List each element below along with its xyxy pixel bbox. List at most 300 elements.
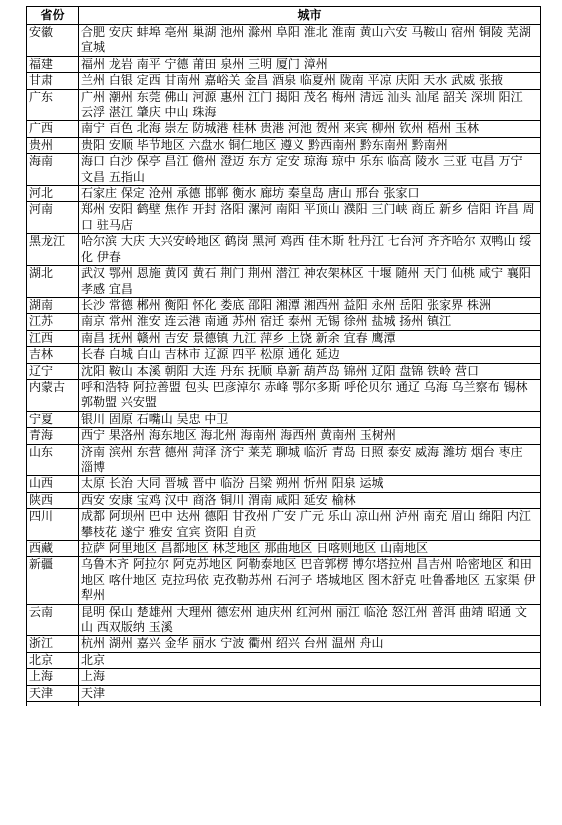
city-name: 六盘水 xyxy=(188,137,225,152)
city-name: 菏泽 xyxy=(192,444,217,459)
province-cell: 陕西 xyxy=(27,492,79,508)
city-name: 遵义 xyxy=(280,137,305,152)
city-name: 南通 xyxy=(204,314,229,329)
cities-cell xyxy=(79,685,541,701)
city-name: 南京 xyxy=(81,314,106,329)
cities-cell xyxy=(79,314,541,330)
city-name: 广安 xyxy=(272,509,297,524)
city-name: 舟山 xyxy=(359,636,384,651)
province-cell: 山东 xyxy=(27,444,79,476)
city-name: 北海 xyxy=(136,121,161,136)
city-name: 咸阳 xyxy=(275,492,300,507)
city-name: 新乡 xyxy=(439,202,464,217)
cities-cell xyxy=(79,428,541,444)
city-name: 曲靖 xyxy=(459,604,484,619)
city-name: 枣庄 xyxy=(498,444,523,459)
city-name: 塔城地区 xyxy=(316,572,365,587)
table-row xyxy=(27,702,541,707)
city-name: 梧州 xyxy=(427,121,452,136)
city-name: 毕节地区 xyxy=(136,137,185,152)
cities-cell xyxy=(79,234,541,266)
city-name: 吴忠 xyxy=(176,411,201,426)
city-name: 阿坝州 xyxy=(108,509,145,524)
city-name: 潜江 xyxy=(275,266,300,281)
city-name: 许昌 xyxy=(494,202,519,217)
city-name: 北京 xyxy=(81,652,106,667)
city-name: 株洲 xyxy=(466,297,491,312)
city-name: 安阳 xyxy=(108,202,133,217)
city-name: 榆林 xyxy=(331,492,356,507)
city-name: 邯郸 xyxy=(204,186,229,201)
city-name: 阿克苏地区 xyxy=(172,557,233,572)
city-name: 广州 xyxy=(81,89,106,104)
city-name: 台州 xyxy=(303,636,328,651)
city-name: 安康 xyxy=(108,492,133,507)
city-name: 邢台 xyxy=(355,186,380,201)
province-city-table xyxy=(26,6,541,706)
city-name: 南平 xyxy=(136,56,161,71)
city-name: 通辽 xyxy=(395,379,420,394)
city-name: 防城港 xyxy=(192,121,229,136)
province-cell: 贵州 xyxy=(27,137,79,153)
city-name: 嘉峪关 xyxy=(204,73,241,88)
city-name: 温州 xyxy=(331,636,356,651)
city-name: 伊犁州 xyxy=(81,572,536,603)
table-row xyxy=(27,476,541,492)
city-name: 贵港 xyxy=(260,121,285,136)
city-name: 娄底 xyxy=(220,297,245,312)
city-name: 普洱 xyxy=(431,604,456,619)
table-row xyxy=(27,73,541,89)
city-name: 玉溪 xyxy=(148,620,173,635)
province-cell: 四川 xyxy=(27,509,79,541)
city-name: 德阳 xyxy=(204,509,229,524)
city-name: 呼和浩特 xyxy=(81,379,130,394)
city-name: 牡丹江 xyxy=(347,234,384,249)
city-name: 唐山 xyxy=(327,186,352,201)
table-row xyxy=(27,669,541,685)
province-cell: 湖北 xyxy=(27,266,79,298)
city-name: 沧州 xyxy=(148,186,173,201)
city-name: 庆阳 xyxy=(395,73,420,88)
city-name: 巴中 xyxy=(148,509,173,524)
city-name: 绵阳 xyxy=(478,509,503,524)
city-name: 佛山 xyxy=(164,89,189,104)
city-name: 松原 xyxy=(260,347,285,362)
city-name: 张家口 xyxy=(383,186,420,201)
city-name: 马鞍山 xyxy=(411,25,448,39)
city-name: 嘉兴 xyxy=(136,636,161,651)
city-name: 滁州 xyxy=(248,25,273,39)
city-name: 山南地区 xyxy=(380,541,429,555)
city-name: 哈密地区 xyxy=(455,557,504,572)
city-name: 黄山六安 xyxy=(359,25,408,39)
cities-cell xyxy=(79,154,541,186)
city-name: 廊坊 xyxy=(260,186,285,201)
city-name: 拉萨 xyxy=(81,541,106,555)
city-name: 三明 xyxy=(248,56,273,71)
table-row xyxy=(27,266,541,298)
city-name: 铜仁地区 xyxy=(228,137,277,152)
city-name: 南宁 xyxy=(81,121,106,136)
city-name: 宿州 xyxy=(451,25,476,39)
city-name: 临沂 xyxy=(303,444,328,459)
city-name: 莆田 xyxy=(192,56,217,71)
table-row xyxy=(27,428,541,444)
city-name: 渭南 xyxy=(248,492,273,507)
city-name: 资阳 xyxy=(204,524,229,539)
province-cell: 新疆 xyxy=(27,557,79,604)
city-name: 深圳 xyxy=(470,89,495,104)
city-name: 晋中 xyxy=(192,476,217,491)
city-name: 淮安 xyxy=(136,314,161,329)
city-name: 喀什地区 xyxy=(108,572,157,587)
city-name: 秦皇岛 xyxy=(287,186,324,201)
city-name: 安庆 xyxy=(108,25,133,39)
city-name: 湛江 xyxy=(108,105,133,120)
city-name: 西安 xyxy=(81,492,106,507)
city-name: 吕梁 xyxy=(248,476,273,491)
city-name: 景德镇 xyxy=(192,330,229,345)
table-row xyxy=(27,411,541,427)
province-cell: 山西 xyxy=(27,476,79,492)
table-row xyxy=(27,330,541,346)
city-name: 蚌埠 xyxy=(136,25,161,39)
city-name: 青岛 xyxy=(331,444,356,459)
city-name: 鹤岗 xyxy=(224,234,249,249)
city-name: 盐城 xyxy=(371,314,396,329)
city-name: 自贡 xyxy=(232,524,257,539)
city-name: 吐鲁番地区 xyxy=(419,572,480,587)
city-name: 梅州 xyxy=(331,89,356,104)
city-name: 鹰潭 xyxy=(371,330,396,345)
province-cell xyxy=(27,702,79,707)
city-name: 怒江州 xyxy=(391,604,428,619)
city-name: 甘孜州 xyxy=(232,509,269,524)
city-name: 石嘴山 xyxy=(136,411,173,426)
city-name: 张掖 xyxy=(478,73,503,88)
city-name: 丹东 xyxy=(220,363,245,378)
city-name: 萍乡 xyxy=(260,330,285,345)
city-name: 衡阳 xyxy=(164,297,189,312)
city-name: 揭阳 xyxy=(275,89,300,104)
cities-cell xyxy=(79,121,541,137)
city-name: 宜昌 xyxy=(108,281,133,296)
city-name: 岳阳 xyxy=(399,297,424,312)
city-name: 上饶 xyxy=(287,330,312,345)
city-name: 丽江 xyxy=(335,604,360,619)
city-name: 平凉 xyxy=(367,73,392,88)
city-name: 黑河 xyxy=(252,234,277,249)
city-name: 南充 xyxy=(423,509,448,524)
cities-cell xyxy=(79,636,541,652)
city-name: 十堰 xyxy=(367,266,392,281)
table-row xyxy=(27,56,541,72)
province-cell: 北京 xyxy=(27,652,79,668)
city-name: 中卫 xyxy=(204,411,229,426)
city-name: 儋州 xyxy=(192,154,217,169)
city-name: 周口 xyxy=(81,202,535,232)
city-name: 通化 xyxy=(287,347,312,362)
city-name: 博尔塔拉州 xyxy=(352,557,413,572)
city-name: 清远 xyxy=(359,89,384,104)
city-name: 东营 xyxy=(136,444,161,459)
city-name: 银川 xyxy=(81,411,106,426)
city-name: 海口 xyxy=(81,154,106,169)
province-cell: 广东 xyxy=(27,89,79,121)
city-name: 汕尾 xyxy=(415,89,440,104)
province-cell: 上海 xyxy=(27,669,79,685)
city-name: 湘潭 xyxy=(275,297,300,312)
cities-column-header: 城市 xyxy=(79,7,541,25)
city-name: 忻州 xyxy=(303,476,328,491)
city-name: 黔东南州 xyxy=(359,137,408,152)
city-name: 厦门 xyxy=(275,56,300,71)
city-name: 南阳 xyxy=(275,202,300,217)
province-cell: 浙江 xyxy=(27,636,79,652)
city-name: 扬州 xyxy=(399,314,424,329)
city-name: 汉中 xyxy=(164,492,189,507)
city-name: 神农架林区 xyxy=(303,266,364,281)
city-name: 巢湖 xyxy=(192,25,217,39)
city-name: 固原 xyxy=(108,411,133,426)
city-name: 漳州 xyxy=(303,56,328,71)
city-name: 龙岩 xyxy=(108,56,133,71)
city-name: 昌吉州 xyxy=(416,557,453,572)
city-name: 南昌 xyxy=(81,330,106,345)
city-name: 双鸭山 xyxy=(479,234,516,249)
cities-cell xyxy=(79,186,541,202)
city-name: 成都 xyxy=(81,509,106,524)
city-name: 朝阳 xyxy=(164,363,189,378)
city-name: 濮阳 xyxy=(343,202,368,217)
city-name: 阿拉尔 xyxy=(132,557,169,572)
city-name: 汕头 xyxy=(387,89,412,104)
city-name: 哈尔滨 xyxy=(81,234,118,249)
table-row xyxy=(27,314,541,330)
city-name: 昌江 xyxy=(164,154,189,169)
city-name: 白城 xyxy=(108,347,133,362)
table-row xyxy=(27,636,541,652)
city-name: 长春 xyxy=(81,347,106,362)
city-name: 常德 xyxy=(108,297,133,312)
province-cell: 福建 xyxy=(27,56,79,72)
cities-cell xyxy=(79,604,541,636)
city-name: 广元 xyxy=(299,509,324,524)
table-row xyxy=(27,541,541,557)
city-name: 金昌 xyxy=(244,73,269,88)
city-name: 湖州 xyxy=(108,636,133,651)
province-cell: 内蒙古 xyxy=(27,379,79,411)
city-name: 四平 xyxy=(232,347,257,362)
city-name: 保亭 xyxy=(136,154,161,169)
table-row xyxy=(27,25,541,57)
city-name: 百色 xyxy=(108,121,133,136)
city-name: 承德 xyxy=(176,186,201,201)
city-name: 连云港 xyxy=(164,314,201,329)
city-name: 泰安 xyxy=(387,444,412,459)
province-column-header: 省份 xyxy=(27,7,79,25)
city-name: 琼海 xyxy=(303,154,328,169)
city-name: 无锡 xyxy=(315,314,340,329)
city-name: 九江 xyxy=(232,330,257,345)
city-name: 黔南州 xyxy=(411,137,448,152)
city-name: 随州 xyxy=(395,266,420,281)
city-name: 黔西南州 xyxy=(308,137,357,152)
city-name: 泰州 xyxy=(287,314,312,329)
city-name: 徐州 xyxy=(343,314,368,329)
province-cell: 湖南 xyxy=(27,297,79,313)
city-name: 葫芦岛 xyxy=(303,363,340,378)
city-name: 阳泉 xyxy=(331,476,356,491)
table-row xyxy=(27,121,541,137)
city-name: 济南 xyxy=(81,444,106,459)
city-name: 迪庆州 xyxy=(256,604,293,619)
city-name: 东莞 xyxy=(136,89,161,104)
city-name: 大兴安岭地区 xyxy=(148,234,221,249)
city-name: 天水 xyxy=(423,73,448,88)
city-name: 阿拉善盟 xyxy=(132,379,181,394)
city-name: 盘锦 xyxy=(399,363,424,378)
city-name: 漯河 xyxy=(248,202,273,217)
city-name: 湘西州 xyxy=(303,297,340,312)
city-name: 淄博 xyxy=(81,459,106,474)
city-name: 白山 xyxy=(136,347,161,362)
city-name: 白沙 xyxy=(108,154,133,169)
city-name: 克孜勒苏州 xyxy=(212,572,273,587)
table-row xyxy=(27,363,541,379)
city-name: 海北州 xyxy=(200,428,237,443)
city-name: 天门 xyxy=(423,266,448,281)
city-name: 丽水 xyxy=(192,636,217,651)
city-name: 贺州 xyxy=(315,121,340,136)
city-name: 郴州 xyxy=(136,297,161,312)
city-name: 内江 xyxy=(506,509,531,524)
city-name: 苏州 xyxy=(232,314,257,329)
city-name: 泉州 xyxy=(220,56,245,71)
city-name: 宁德 xyxy=(164,56,189,71)
city-name: 信阳 xyxy=(466,202,491,217)
city-name: 乐东 xyxy=(359,154,384,169)
city-name: 崇左 xyxy=(164,121,189,136)
city-name: 池州 xyxy=(220,25,245,39)
city-name: 杭州 xyxy=(81,636,106,651)
city-name: 攀枝花 xyxy=(81,524,118,539)
cities-cell xyxy=(79,444,541,476)
city-name: 武威 xyxy=(451,73,476,88)
cities-cell xyxy=(79,347,541,363)
city-name: 淮北 xyxy=(303,25,328,39)
city-name: 宿迁 xyxy=(260,314,285,329)
city-name: 陵水 xyxy=(415,154,440,169)
city-name: 保山 xyxy=(108,604,133,619)
city-name: 宝鸡 xyxy=(136,492,161,507)
city-name: 抚州 xyxy=(108,330,133,345)
cities-cell xyxy=(79,669,541,685)
city-name: 来宾 xyxy=(343,121,368,136)
table-row xyxy=(27,492,541,508)
city-name: 达州 xyxy=(176,509,201,524)
cities-cell xyxy=(79,379,541,411)
city-name: 开封 xyxy=(192,202,217,217)
city-name: 石家庄 xyxy=(81,186,118,201)
city-name: 沈阳 xyxy=(81,363,106,378)
city-name: 德宏州 xyxy=(216,604,253,619)
city-name: 金华 xyxy=(164,636,189,651)
city-name: 石河子 xyxy=(276,572,313,587)
city-name: 黄冈 xyxy=(164,266,189,281)
city-name: 辽源 xyxy=(204,347,229,362)
city-name: 延边 xyxy=(315,347,340,362)
table-row xyxy=(27,297,541,313)
city-name: 琼中 xyxy=(331,154,356,169)
city-name: 驻马店 xyxy=(96,217,133,232)
cities-cell xyxy=(79,202,541,234)
city-name: 乌海 xyxy=(423,379,448,394)
city-name: 潮州 xyxy=(108,89,133,104)
city-name: 定西 xyxy=(136,73,161,88)
table-header-row xyxy=(27,7,541,25)
city-name: 白银 xyxy=(108,73,133,88)
city-name: 福州 xyxy=(81,56,106,71)
city-name: 阜阳 xyxy=(275,25,300,39)
city-name: 乌兰察布 xyxy=(451,379,500,394)
city-name: 本溪 xyxy=(136,363,161,378)
city-name: 遂宁 xyxy=(120,524,145,539)
city-name: 云浮 xyxy=(81,105,106,120)
city-name: 聊城 xyxy=(275,444,300,459)
cities-cell xyxy=(79,492,541,508)
city-name: 桂林 xyxy=(232,121,257,136)
city-name: 五家渠 xyxy=(483,572,520,587)
city-name: 淮南 xyxy=(331,25,356,39)
city-name: 大同 xyxy=(136,476,161,491)
city-name: 定安 xyxy=(275,154,300,169)
city-name: 襄阳 xyxy=(506,266,531,281)
cities-cell xyxy=(79,541,541,557)
province-cell: 河北 xyxy=(27,186,79,202)
cities-cell xyxy=(79,652,541,668)
city-name: 亳州 xyxy=(164,25,189,39)
city-name: 张家界 xyxy=(427,297,464,312)
province-cell: 天津 xyxy=(27,685,79,701)
city-name: 铁岭 xyxy=(427,363,452,378)
city-name: 凉山州 xyxy=(355,509,392,524)
city-name: 恩施 xyxy=(136,266,161,281)
table-row xyxy=(27,154,541,186)
province-cell: 海南 xyxy=(27,154,79,186)
city-name: 宜宾 xyxy=(176,524,201,539)
city-name: 陇南 xyxy=(339,73,364,88)
city-name: 临夏州 xyxy=(299,73,336,88)
city-name: 钦州 xyxy=(399,121,424,136)
city-name: 乌鲁木齐 xyxy=(81,557,130,572)
city-name: 延安 xyxy=(303,492,328,507)
city-name: 鸡西 xyxy=(280,234,305,249)
cities-cell xyxy=(79,89,541,121)
cities-cell xyxy=(79,476,541,492)
cities-cell xyxy=(79,557,541,604)
city-name: 安顺 xyxy=(108,137,133,152)
province-cell: 广西 xyxy=(27,121,79,137)
table-row xyxy=(27,557,541,604)
city-name: 贵阳 xyxy=(81,137,106,152)
city-name: 巴音郭楞 xyxy=(300,557,349,572)
city-name: 天津 xyxy=(81,685,106,700)
city-name: 兰州 xyxy=(81,73,106,88)
city-name: 怀化 xyxy=(192,297,217,312)
city-name: 阿里地区 xyxy=(108,541,157,555)
